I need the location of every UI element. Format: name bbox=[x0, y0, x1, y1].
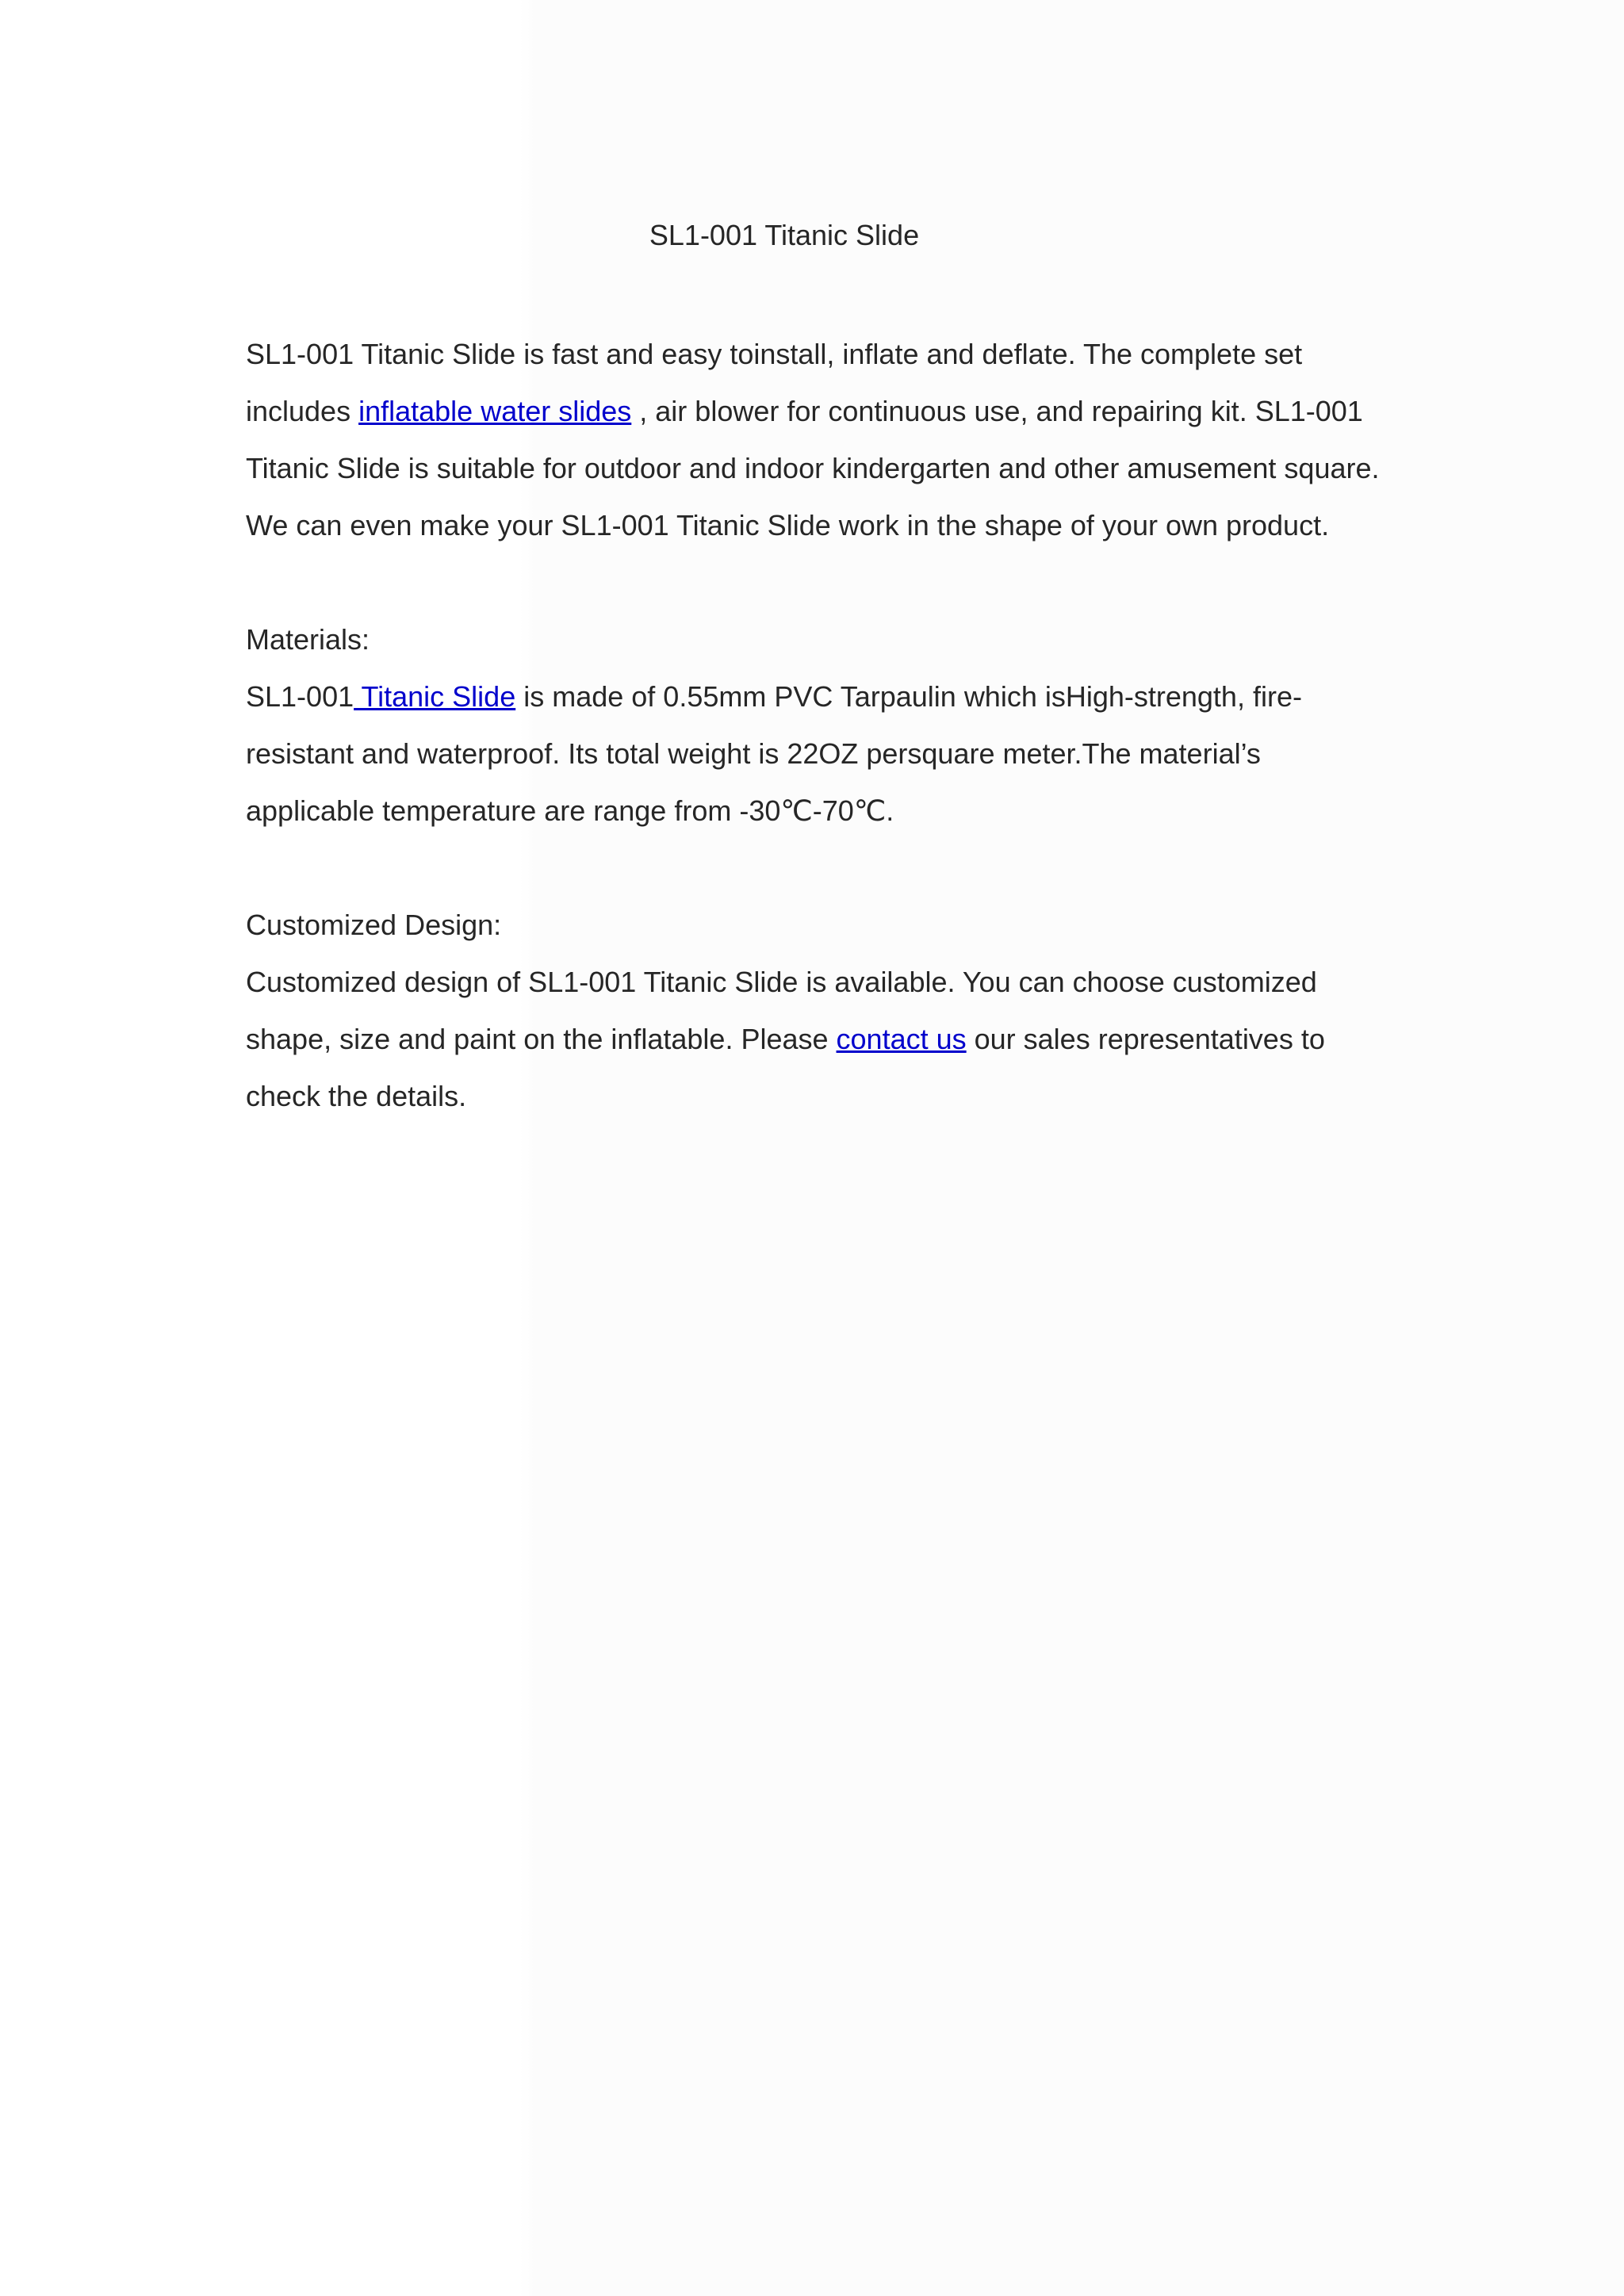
contact-us-link[interactable]: contact us bbox=[836, 1023, 967, 1055]
customized-design-paragraph bbox=[246, 954, 1388, 1125]
materials-paragraph bbox=[246, 668, 1388, 840]
titanic-slide-link[interactable]: Titanic Slide bbox=[354, 680, 516, 713]
intro-text-end: , air blower for continuous use, and repairing kit. SL1-001 Titanic Slide is suitable for outdoor and indoor kindergarten and other amusement square. We can even make your SL1-001 Titanic Slide work in the shape of your own product. bbox=[246, 395, 1380, 541]
materials-text-start: SL1-001 bbox=[246, 680, 354, 713]
intro-paragraph bbox=[246, 326, 1388, 554]
materials-text-end: is made of 0.55mm PVC Tarpaulin which isHigh-strength, fire-resistant and waterproof. Its total weight is 22OZ persquare meter.The material’s applicable temperature are range from -30℃-70℃. bbox=[246, 680, 1302, 827]
customized-text-end: our sales representatives to check the details. bbox=[246, 1023, 1325, 1112]
document-title: SL1-001 Titanic Slide bbox=[649, 219, 920, 251]
document-body bbox=[246, 326, 1388, 1125]
intro-text-start: SL1-001 Titanic Slide is fast and easy toinstall, inflate and deflate. The complete set includes bbox=[246, 338, 1303, 427]
spacer bbox=[246, 840, 1388, 897]
inflatable-water-slides-link[interactable]: inflatable water slides bbox=[358, 395, 632, 427]
materials-heading: Materials: bbox=[246, 623, 370, 656]
spacer bbox=[246, 554, 1388, 611]
customized-text-start: Customized design of SL1-001 Titanic Slide is available. You can choose customized shape, size and paint on the inflatable. Please bbox=[246, 966, 1317, 1055]
customized-design-heading: Customized Design: bbox=[246, 909, 502, 941]
